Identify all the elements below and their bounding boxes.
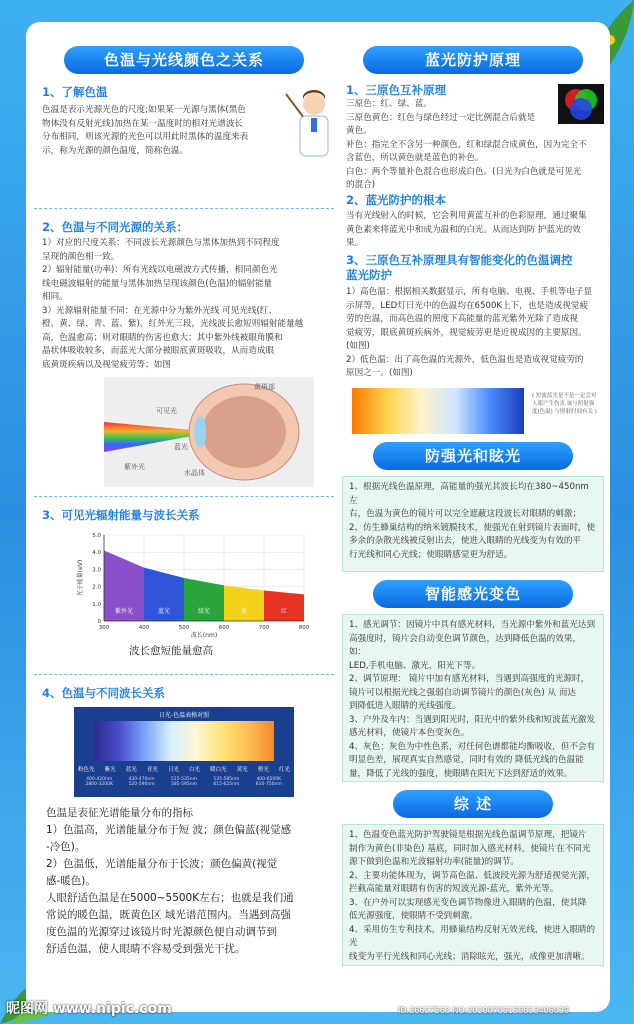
- eye-label: 蓝光: [174, 443, 188, 451]
- band-label: 紫外光: [114, 608, 134, 615]
- side-note: 人眼产生伤害,该与照射强: [532, 401, 595, 407]
- chart-band: [224, 585, 264, 621]
- s4-line: 色温是表征光谱能量分布的指标: [46, 807, 193, 819]
- r2-line: 黄色素来将蓝光中和成为温和的白光。从而达到防 护蓝光的效: [346, 224, 581, 235]
- spectrum-table-image: [74, 707, 294, 797]
- spectrum-name: 粉色光: [78, 767, 95, 773]
- s2-line: 高，色温愈高；则对眼睛的伤害也愈大；其中紫外线被眼角膜和: [42, 332, 283, 343]
- r2-heading: 2、蓝光防护的根本: [346, 193, 447, 207]
- summary-line: 制作为黄色(非染色) 基底，同时加入感光材料，使镜片在不同光: [349, 843, 591, 854]
- s4-line: 2）色温低，光谱能量分布于长波；颜色偏黄(视觉: [46, 858, 278, 870]
- s4-line: 人眼舒适色温是在5000~5500K左右；也就是我们通: [46, 892, 294, 904]
- x-tick-label: 600: [218, 625, 230, 631]
- side-note: 度(色温) 与照射时间有关 ): [532, 409, 597, 415]
- content-panel: [26, 22, 610, 1012]
- chart-caption: 波长愈短能量愈高: [129, 645, 213, 657]
- y-tick-label: 2.0: [92, 584, 101, 591]
- r1-line: 三原色：红、绿、蓝。: [346, 99, 432, 109]
- r2-line: 当有光线射入的时候，它会利用黄蓝互补的色彩原理，通过聚集: [346, 211, 587, 221]
- eye-label: 可见光: [156, 407, 177, 415]
- photochromic-line: 明显色差，展现真实自然感觉，同时有效的 降低光线的色温能: [349, 755, 584, 765]
- s1-line: 物体没有反射光线)加热在某一温度时的相对光谱波长: [42, 118, 244, 129]
- photochromic-line: 4、灰色：灰色为中性色系，对任何色谱都能均衡吸收，但不会有: [349, 741, 596, 752]
- r1-line: 补色：指完全不含另一种颜色，红和绿混合成黄色，因为完全不: [346, 139, 587, 150]
- y-axis-label: 光子能量(eV): [77, 559, 84, 597]
- r1-heading: 1、三原色互补原理: [346, 83, 447, 97]
- spectrum-name: 蓝光: [125, 767, 137, 773]
- s2-line: 2）辐射能量(功率)：所有光线以电磁波方式传播，相同颜色光: [42, 265, 278, 275]
- s1-line: 示，称为光源的颜色温度，简称色温。: [42, 145, 189, 156]
- divider: [34, 496, 334, 497]
- color-temp-photo-strip: [352, 388, 524, 434]
- spectrum-name: 红光: [278, 767, 290, 773]
- photochromic-line: 镜片可以根据光线之强弱自动调节镜片的颜色(灰色) 从 而达: [349, 687, 577, 698]
- x-axis-label: 波长(nm): [190, 632, 218, 639]
- anti-glare-line: 行光线和同心光线；使眼睛感觉更为舒适。: [349, 549, 513, 560]
- spectrum-range: 400-420nm: [86, 777, 113, 782]
- s1-heading: 1、了解色温: [42, 85, 108, 99]
- section-complementary-colors: [342, 82, 604, 192]
- chart-band: [264, 591, 304, 621]
- spectrum-range: 585-595nm: [170, 782, 197, 787]
- anti-glare-box: [342, 476, 604, 572]
- r3-line: 1）高色温：根据相关数据显示，所有电脑、电视、手机等电子显: [346, 287, 593, 297]
- anti-glare-line: 1、根据光线色温原理，高能量的强光其波长均在380~450nm左: [349, 482, 589, 506]
- spectrum-name: 青光: [146, 767, 158, 773]
- s2-line: 相同。: [42, 292, 68, 302]
- photochromic-title: 智能感光变色: [373, 580, 573, 608]
- y-tick-label: 0: [97, 619, 101, 625]
- anti-glare-line: 右，色温为黄色的镜片可以完全遮蔽这段波长对眼睛的刺激；: [349, 509, 582, 519]
- anti-glare-title: 防强光和眩光: [373, 442, 573, 470]
- s1-line: 色温是表示光源光色的尺度;如果某一光源与黑体(黑色: [42, 105, 246, 115]
- r1-line: 白色：两个等量补色混合也形成白色。(日光为白色就是可见光: [346, 166, 582, 177]
- eye-label: 黄斑部: [254, 383, 275, 391]
- r3-heading: 3、三原色互补原理具有智能变化的色温调控: [346, 253, 573, 267]
- spectrum-range: 400-6500K: [256, 777, 282, 782]
- s4-line: 1）色温高，光谱能量分布于短 波；颜色偏蓝(视觉感: [46, 824, 292, 836]
- summary-box: [342, 824, 604, 966]
- y-tick-label: 1.0: [92, 601, 101, 608]
- summary-line: 低光源强度，使眼睛不受到刺激。: [349, 911, 478, 921]
- s4-line: 感-暖色)。: [46, 875, 96, 887]
- section-blue-light-root: [342, 192, 604, 252]
- photochromic-line: 高强度时，镜片会自动变色调节颜色，达到降低色温的效果，如：: [349, 633, 582, 657]
- spectrum-range: 610-750nm: [255, 782, 282, 787]
- r1-line: 含蓝色，所以黄色就是蓝色的补色。: [346, 153, 484, 163]
- left-column: [34, 22, 334, 1011]
- section-color-temp-wavelength: [34, 681, 334, 1011]
- photochromic-line: LED,手机电脑、激光，阳光下等。: [349, 660, 481, 671]
- spectrum-name: 日光: [167, 767, 179, 773]
- spectrum-name: 暖白光: [210, 767, 227, 773]
- r3-line: 觉疲劳，眼底黄斑疾病外，视觉疲劳更是近视成因的主要原因。: [346, 327, 587, 338]
- watermark-id: ID:26627563 NO:20200703155813406039: [398, 1006, 570, 1015]
- r3-line: 示屏等，LED灯日光中的色温均在6500K上下，也是造成视觉疲: [346, 300, 588, 311]
- r3-line: (如图): [346, 341, 370, 351]
- spectrum-range: 430-470nm: [128, 777, 155, 782]
- divider: [34, 674, 334, 675]
- r3-line: 原因之一。(如图): [346, 368, 413, 378]
- r1-line: 的混合): [346, 180, 376, 190]
- summary-line: 3、在户外可以实现感光变色调节物像进入眼睛的色温，使其降: [349, 897, 587, 908]
- right-column: [342, 22, 604, 966]
- photochromic-line: 量，降低了光线的强度，使眼睛在阳光下达到舒适的效果。: [349, 768, 573, 779]
- x-tick-label: 500: [178, 625, 190, 631]
- band-label: 绿光: [197, 608, 211, 615]
- x-tick-label: 400: [138, 625, 150, 631]
- s3-heading: 3、可见光辐射能量与波长关系: [42, 508, 200, 522]
- s4-line: -冷色)。: [46, 841, 86, 853]
- summary-line: 2、主要功能体现为，调节高色温、低波段光源为舒适视觉光源，: [349, 870, 596, 881]
- section-color-temp-light-source: [34, 215, 334, 490]
- s2-line: 晶状体吸收较多，而蓝光大部分被眼底黄斑吸收，从而造成眼: [42, 346, 275, 356]
- side-note: ( 短波蓝光是不是一定会对: [532, 393, 597, 399]
- photochromic-line: 2、调节原理： 镜片中加有感光材料，当遇到高强度的光源时，: [349, 674, 590, 684]
- s4-line: 常说的暖色温，既黄色区 域光谱范围内。当遇到高强: [46, 909, 291, 921]
- r1-line: 三原色黄色：红色与绿色经过一定比例混合后就是: [346, 112, 536, 123]
- r3-heading: 蓝光防护: [346, 268, 392, 282]
- s4-heading: 4、色温与不同波长关系: [42, 686, 166, 700]
- r2-line: 果。: [346, 238, 364, 248]
- summary-line: 源下做到色温和光波辐射功率(能量)的调节。: [349, 857, 519, 867]
- right-title: 蓝光防护原理: [363, 46, 583, 74]
- s2-heading: 2、色温与不同光源的关系：: [42, 220, 189, 234]
- s2-line: 线电磁波辐射的能量与黑体加热呈现该颜色(色温)的辐射能量: [42, 278, 273, 289]
- spectrum-range: 535-585nm: [213, 777, 240, 782]
- summary-line: 1、色温变色蓝光防护驾驶镜是根据光线色温调节原理，把镜片: [349, 830, 587, 840]
- energy-wavelength-chart: [74, 529, 314, 639]
- band-label: 蓝光: [157, 608, 171, 615]
- section-energy-wavelength: [34, 503, 334, 668]
- spectrum-range: 615-625nm: [213, 782, 240, 787]
- section-understand-color-temp: [34, 84, 334, 202]
- x-tick-label: 700: [258, 625, 270, 631]
- divider: [34, 208, 334, 209]
- summary-title: 综 述: [393, 790, 553, 818]
- s4-line: 度色温的光源穿过该镜片时光源颜色便自动调节到: [46, 926, 277, 938]
- doctor-illustration: [284, 84, 334, 164]
- s2-line: 橙、黄、绿、青、蓝、紫)，红外光三段，光线波长愈短则辐射能量越: [42, 319, 304, 329]
- spectrum-name: 白光: [189, 767, 201, 773]
- rgb-color-wheel: [558, 84, 604, 124]
- s1-line: 分布相同，则该光源的光色可以用此时黑体的温度来表: [42, 132, 249, 142]
- spectrum-title: 日光-色温表格对照: [158, 712, 210, 719]
- spectrum-range: 515-535nm: [170, 777, 197, 782]
- s4-line: 舒适色温，使人眼睛不容易受到强光干扰。: [46, 943, 246, 955]
- section-smart-color-temp: [342, 252, 604, 442]
- spectrum-range: 2800-3200K: [85, 782, 113, 787]
- s2-line: 呈现的颜色相一致。: [42, 251, 120, 262]
- y-tick-label: 4.0: [92, 550, 101, 557]
- photochromic-line: 感光材料，使镜片本色变灰色。: [349, 728, 470, 738]
- summary-line: 拦截高能量对眼睛有伤害的短波光源-蓝光，紫外光等。: [349, 884, 559, 894]
- spectrum-name: 橙光: [257, 767, 269, 773]
- spectrum-range: 520-590nm: [128, 782, 155, 787]
- x-tick-label: 300: [98, 625, 110, 631]
- r1-line: 黄色。: [346, 126, 372, 136]
- spectrum-name: 紫光: [104, 767, 116, 773]
- s2-line: 底黄斑疾病以及视觉疲劳等；如图: [42, 359, 171, 370]
- r3-line: 劳的色温，而高色温的照度下高能量的蓝光紫外光除了造成视: [346, 314, 579, 324]
- anti-glare-line: 多余的杂散光线被反射出去，使进入眼睛的光线变为有效的平: [349, 536, 582, 546]
- eye-label: 水晶体: [184, 469, 205, 477]
- summary-line: 4、采用仿生专利技术，用蜂巢结构反射无效光线，使进入眼睛的光: [349, 924, 596, 948]
- band-label: 红: [280, 608, 288, 615]
- photochromic-line: 3、户外及车内：当遇到阳光时，阳光中的紫外线和短波蓝光激发: [349, 714, 596, 725]
- y-tick-label: 5.0: [92, 533, 101, 539]
- band-label: 黄: [240, 608, 248, 615]
- left-title: 色温与光线颜色之关系: [64, 46, 304, 74]
- anti-glare-line: 2、仿生蜂巢结构的纳米镀膜技术，使强光在射到镜片表面时，使: [349, 522, 596, 533]
- photochromic-box: [342, 614, 604, 782]
- s2-line: 3）光源辐射能量不同：在光源中分为紫外光线 可见光线(红、: [42, 305, 277, 316]
- spectrum-name: 黄光: [236, 767, 248, 773]
- x-tick-label: 800: [298, 625, 310, 631]
- r3-line: 2）低色温：出了高色温的光源外，低色温也是造成视觉疲劳的: [346, 354, 584, 365]
- photochromic-line: 1、感光调节：因镜片中具有感光材料，当光源中紫外和蓝光达到: [349, 620, 596, 630]
- watermark-logo: 昵图网 www.nipic.com: [6, 1001, 172, 1017]
- photochromic-line: 到降低进入眼睛的光线强度。: [349, 701, 461, 711]
- s2-line: 1）对应的尺度关系：不同波长光源颜色与黑体加热到不同程度: [42, 238, 280, 248]
- summary-line: 线变为平行光线和同心光线；消除眩光，强光，成像更加清晰。: [349, 951, 590, 962]
- y-tick-label: 3.0: [92, 567, 101, 574]
- eye-light-diagram: [104, 377, 314, 487]
- eye-label: 紫外光: [124, 463, 145, 471]
